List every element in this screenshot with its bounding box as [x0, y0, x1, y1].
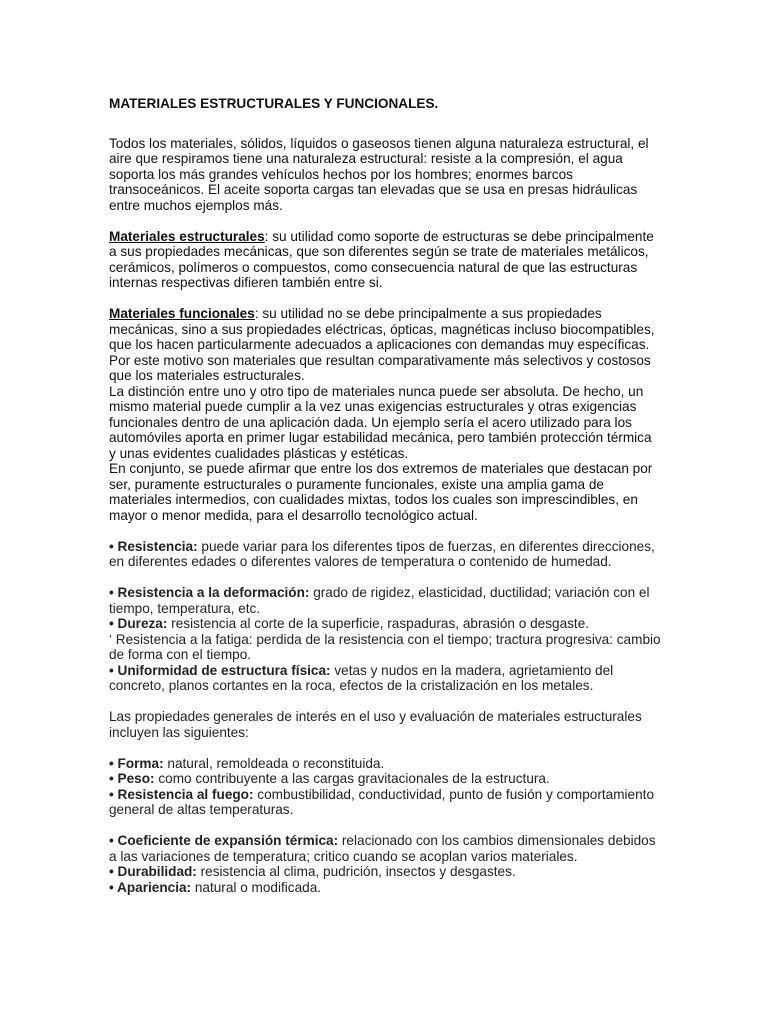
- item-label: • Uniformidad de estructura física:: [109, 662, 331, 678]
- property-group-1: [109, 585, 661, 694]
- propiedades-intro: Las propiedades generales de interés en el uso y evaluación de materiales estructurales incluyen las siguientes:: [109, 709, 642, 740]
- funcionales-paragraph: [109, 306, 661, 353]
- list-item: [109, 585, 661, 616]
- estructurales-text: : su utilidad como soporte de estructuras se debe principalmente a sus propiedades mecánicas, que son diferentes según se trate de materiales metálicos, cerámicos, polímeros o compuestos, como consecuencia natural de que las estructuras internas respectivas difieren también entre si.: [109, 228, 654, 290]
- item-text: vetas y nudos en la madera, agrietamiento del concreto, planos cortantes en la roca, efectos de la cristalización en los metales.: [109, 662, 614, 693]
- list-item: [109, 880, 661, 896]
- list-item: [109, 663, 661, 694]
- document-title: MATERIALES ESTRUCTURALES Y FUNCIONALES.: [109, 96, 439, 111]
- item-text: relacionado con los cambios dimensionales debidos a las variaciones de temperatura; critico cuando se acoplan varios materiales.: [109, 833, 656, 864]
- item-label: • Durabilidad:: [109, 864, 197, 879]
- funcionales-paragraph-3: La distinción entre uno y otro tipo de materiales nunca puede ser absoluta. De hecho, un mismo material puede cumplir a la vez unas exigencias estructurales y otras exigencias funcionales dentro de una aplicación dada. Un ejemplo sería el acero utilizado para los automóviles aporta en primer lugar estabilidad mecánica, pero también protección térmica y unas evidentes cualidades plásticas y estéticas.: [109, 383, 652, 461]
- item-text: resistencia al corte de la superficie, raspaduras, abrasión o desgaste.: [167, 616, 590, 631]
- item-label: • Dureza:: [109, 616, 168, 631]
- item-text: como contribuyente a las cargas gravitacionales de la estructura.: [154, 771, 550, 786]
- property-group-3: [109, 833, 661, 895]
- item-text: combustibilidad, conductividad, punto de fusión y comportamiento general de altas temperaturas.: [109, 786, 655, 817]
- resistencia-label: • Resistencia:: [109, 538, 198, 554]
- list-item: [109, 833, 661, 864]
- list-item: [109, 864, 661, 880]
- item-label: • Peso:: [109, 771, 155, 786]
- estructurales-paragraph: [109, 229, 661, 291]
- list-item: [109, 616, 661, 632]
- list-item: [109, 787, 661, 818]
- item-label: • Apariencia:: [109, 879, 192, 895]
- item-text: natural o modificada.: [191, 879, 322, 895]
- item-label: • Resistencia a la deformación:: [109, 585, 310, 600]
- resistencia-item: [109, 539, 661, 570]
- funcionales-text: : su utilidad no se debe principalmente a sus propiedades mecánicas, sino a sus propiedades eléctricas, ópticas, magnéticas incluso biocompatibles, que los hacen particularmente adecuados a aplicaciones con demandas muy específicas.: [109, 306, 655, 352]
- funcionales-paragraph-2: Por este motivo son materiales que resultan comparativamente más selectivos y costosos que los materiales estructurales.: [109, 352, 651, 383]
- property-group-2: [109, 756, 661, 818]
- intro-paragraph: Todos los materiales, sólidos, líquidos o gaseosos tienen alguna naturaleza estructural, el aire que respiramos tiene una naturaleza estructural: resiste a la compresión, el agua soporta los más grandes vehículos hechos por los hombres; enormes barcos transoceánicos. El aceite soporta cargas tan elevadas que se usa en presas hidráulicas entre muchos ejemplos más.: [109, 135, 649, 213]
- list-item: [109, 632, 661, 663]
- document-body: [109, 96, 661, 895]
- list-item: [109, 756, 661, 772]
- resistencia-text: puede variar para los diferentes tipos de fuerzas, en diferentes direcciones, en diferentes edades o diferentes valores de temperatura o contenido de humedad.: [109, 538, 655, 569]
- item-text: natural, remoldeada o reconstituida.: [163, 755, 385, 771]
- item-text: grado de rigidez, elasticidad, ductilidad; variación con el tiempo, temperatura, etc.: [109, 585, 650, 616]
- term-funcionales: Materiales funcionales: [109, 306, 255, 321]
- term-estructurales: Materiales estructurales: [109, 228, 265, 244]
- item-label: • Coeficiente de expansión térmica:: [109, 833, 339, 848]
- item-text: ‘ Resistencia a la fatiga: perdida de la resistencia con el tiempo; tractura progresiva: cambio de forma con el tiempo.: [109, 631, 661, 662]
- funcionales-paragraph-4: En conjunto, se puede afirmar que entre los dos extremos de materiales que destacan por ser, puramente estructurales o puramente funcionales, existe una amplia gama de materiales intermedios, con cualidades mixtas, todos los cuales son imprescindibles, en mayor o menor medida, para el desarrollo tecnológico actual.: [109, 461, 653, 523]
- item-label: • Resistencia al fuego:: [109, 786, 254, 802]
- list-item: [109, 771, 661, 787]
- item-label: • Forma:: [109, 755, 164, 771]
- item-text: resistencia al clima, pudrición, insectos y desgastes.: [196, 864, 516, 879]
